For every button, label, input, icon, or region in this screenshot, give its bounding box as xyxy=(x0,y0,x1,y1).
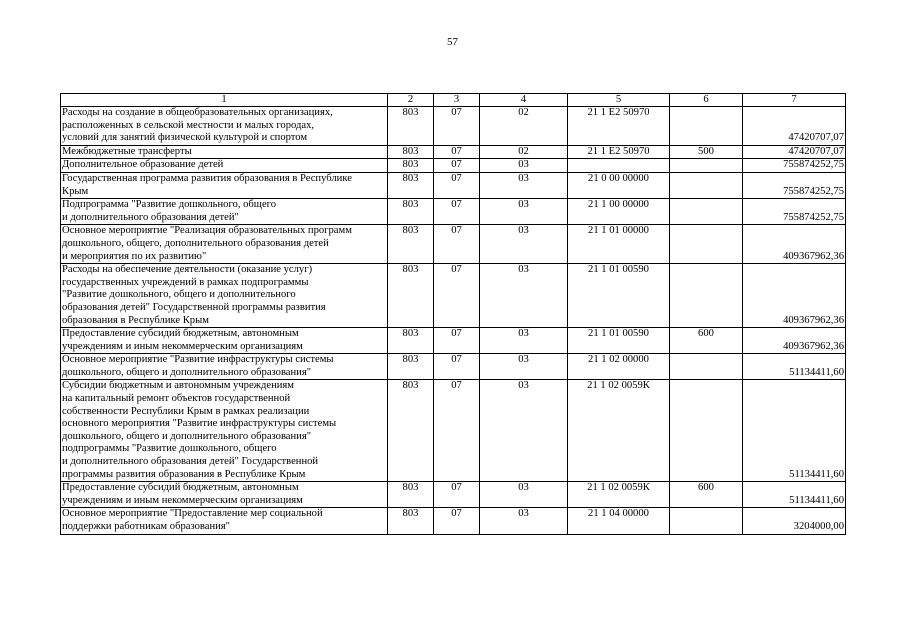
budget-table xyxy=(60,93,846,535)
code-target: 21 1 04 00000 xyxy=(568,508,670,534)
code-subsection: 03 xyxy=(480,328,568,354)
row-name-line: и дополнительного образования детей" Государственной xyxy=(62,456,319,468)
code-expense-type: 600 xyxy=(670,482,743,508)
code-subsection: 03 xyxy=(480,172,568,198)
row-name-line: расположенных в сельской местности и малых городах, xyxy=(62,119,315,131)
table-row xyxy=(61,328,846,354)
code-section: 07 xyxy=(434,225,480,264)
row-name-line: на капитальный ремонт объектов государственной xyxy=(62,393,291,405)
row-name-line: Основное мероприятие "Реализация образовательных программ xyxy=(62,225,352,237)
table-row xyxy=(61,199,846,225)
table-row xyxy=(61,380,846,482)
row-name-line: Крым xyxy=(62,185,89,197)
amount: 755874252,75 xyxy=(743,159,846,173)
code-section: 07 xyxy=(434,264,480,328)
code-target: 21 1 01 00590 xyxy=(568,328,670,354)
table-body xyxy=(61,107,846,535)
code-target xyxy=(568,159,670,173)
amount: 409367962,36 xyxy=(743,328,846,354)
row-name-line: государственных учреждений в рамках подпрограммы xyxy=(62,276,309,288)
code-expense-type xyxy=(670,354,743,380)
code-target: 21 0 00 00000 xyxy=(568,172,670,198)
code-target: 21 1 01 00590 xyxy=(568,264,670,328)
page-number: 57 xyxy=(447,36,458,48)
code-expense-type xyxy=(670,508,743,534)
row-name-line: Межбюджетные трансферты xyxy=(62,145,192,157)
code-admin: 803 xyxy=(388,145,434,159)
row-name xyxy=(61,199,388,225)
header-cell: 4 xyxy=(480,94,568,107)
code-admin: 803 xyxy=(388,199,434,225)
code-target: 21 1 00 00000 xyxy=(568,199,670,225)
row-name-line: поддержки работникам образования" xyxy=(62,521,230,532)
code-admin: 803 xyxy=(388,264,434,328)
code-expense-type: 600 xyxy=(670,328,743,354)
code-section: 07 xyxy=(434,107,480,146)
header-cell: 6 xyxy=(670,94,743,107)
code-subsection: 03 xyxy=(480,225,568,264)
row-name-line: Предоставление субсидий бюджетным, автономным xyxy=(62,328,299,340)
table-row xyxy=(61,159,846,173)
table-row xyxy=(61,264,846,328)
code-admin: 803 xyxy=(388,508,434,534)
row-name xyxy=(61,145,388,159)
row-name-line: и дополнительного образования детей" xyxy=(62,211,239,223)
code-admin: 803 xyxy=(388,172,434,198)
row-name-line: Расходы на создание в общеобразовательных организациях, xyxy=(62,107,333,118)
amount: 755874252,75 xyxy=(743,199,846,225)
code-expense-type: 500 xyxy=(670,145,743,159)
code-section: 07 xyxy=(434,380,480,482)
code-section: 07 xyxy=(434,172,480,198)
code-target: 21 1 02 0059К xyxy=(568,380,670,482)
code-admin: 803 xyxy=(388,354,434,380)
code-expense-type xyxy=(670,380,743,482)
code-section: 07 xyxy=(434,354,480,380)
row-name-line: Основное мероприятие "Развитие инфраструктуры системы xyxy=(62,354,334,366)
code-subsection: 03 xyxy=(480,380,568,482)
code-subsection: 03 xyxy=(480,482,568,508)
code-admin: 803 xyxy=(388,328,434,354)
row-name-line: условий для занятий физической культурой и спортом xyxy=(62,132,308,144)
header-cell: 2 xyxy=(388,94,434,107)
row-name-line: Государственная программа развития образования в Республике xyxy=(62,172,352,184)
code-expense-type xyxy=(670,107,743,146)
amount: 3204000,00 xyxy=(743,508,846,534)
code-section: 07 xyxy=(434,199,480,225)
table-row xyxy=(61,354,846,380)
table-row xyxy=(61,107,846,146)
header-cell: 3 xyxy=(434,94,480,107)
table-row xyxy=(61,225,846,264)
amount: 47420707,07 xyxy=(743,145,846,159)
code-section: 07 xyxy=(434,145,480,159)
code-expense-type xyxy=(670,199,743,225)
amount: 409367962,36 xyxy=(743,264,846,328)
code-subsection: 03 xyxy=(480,199,568,225)
code-expense-type xyxy=(670,172,743,198)
header-cell: 1 xyxy=(61,94,388,107)
row-name xyxy=(61,354,388,380)
amount: 755874252,75 xyxy=(743,172,846,198)
row-name-line: основного мероприятия "Развитие инфраструктуры системы xyxy=(62,418,337,430)
code-expense-type xyxy=(670,264,743,328)
row-name-line: подпрограммы "Развитие дошкольного, общего xyxy=(62,443,277,455)
code-subsection: 03 xyxy=(480,159,568,173)
amount: 51134411,60 xyxy=(743,482,846,508)
row-name xyxy=(61,328,388,354)
code-section: 07 xyxy=(434,159,480,173)
code-admin: 803 xyxy=(388,159,434,173)
code-subsection: 03 xyxy=(480,264,568,328)
code-expense-type xyxy=(670,159,743,173)
code-target: 21 1 02 00000 xyxy=(568,354,670,380)
row-name-line: Основное мероприятие "Предоставление мер социальной xyxy=(62,508,323,520)
row-name xyxy=(61,172,388,198)
header-cell: 7 xyxy=(743,94,846,107)
row-name xyxy=(61,482,388,508)
code-section: 07 xyxy=(434,482,480,508)
code-target: 21 1 E2 50970 xyxy=(568,145,670,159)
amount: 51134411,60 xyxy=(743,354,846,380)
code-expense-type xyxy=(670,225,743,264)
row-name-line: Предоставление субсидий бюджетным, автономным xyxy=(62,482,299,494)
row-name-line: образования детей" Государственной программы развития xyxy=(62,301,326,313)
table-row xyxy=(61,482,846,508)
row-name-line: учреждениям и иным некоммерческим организациям xyxy=(62,340,303,352)
row-name xyxy=(61,508,388,534)
row-name xyxy=(61,264,388,328)
row-name-line: дошкольного, общего, дополнительного образования детей xyxy=(62,237,329,249)
code-admin: 803 xyxy=(388,107,434,146)
table-row xyxy=(61,172,846,198)
amount: 51134411,60 xyxy=(743,380,846,482)
code-admin: 803 xyxy=(388,225,434,264)
code-target: 21 1 E2 50970 xyxy=(568,107,670,146)
header-cell: 5 xyxy=(568,94,670,107)
code-admin: 803 xyxy=(388,380,434,482)
code-section: 07 xyxy=(434,328,480,354)
code-admin: 803 xyxy=(388,482,434,508)
row-name-line: образования в Республике Крым xyxy=(62,314,209,326)
code-subsection: 03 xyxy=(480,354,568,380)
row-name-line: и мероприятия по их развитию" xyxy=(62,250,207,262)
code-subsection: 02 xyxy=(480,107,568,146)
table-row xyxy=(61,508,846,534)
amount: 47420707,07 xyxy=(743,107,846,146)
row-name xyxy=(61,225,388,264)
row-name-line: Дополнительное образование детей xyxy=(62,159,224,171)
row-name-line: Подпрограмма "Развитие дошкольного, общего xyxy=(62,199,277,211)
row-name-line: собственности Республики Крым в рамках реализации xyxy=(62,405,310,417)
code-target: 21 1 01 00000 xyxy=(568,225,670,264)
row-name xyxy=(61,159,388,173)
row-name-line: Субсидии бюджетным и автономным учреждениям xyxy=(62,380,295,392)
row-name-line: дошкольного, общего и дополнительного образования" xyxy=(62,366,312,378)
row-name-line: программы развития образования в Республике Крым xyxy=(62,468,306,480)
amount: 409367962,36 xyxy=(743,225,846,264)
row-name-line: "Развитие дошкольного, общего и дополнительного xyxy=(62,289,296,301)
code-subsection: 03 xyxy=(480,508,568,534)
code-target: 21 1 02 0059К xyxy=(568,482,670,508)
header-row xyxy=(61,94,846,107)
row-name-line: дошкольного, общего и дополнительного образования" xyxy=(62,430,312,442)
row-name-line: учреждениям и иным некоммерческим организациям xyxy=(62,494,303,506)
row-name xyxy=(61,107,388,146)
code-subsection: 02 xyxy=(480,145,568,159)
code-section: 07 xyxy=(434,508,480,534)
row-name xyxy=(61,380,388,482)
table-row xyxy=(61,145,846,159)
row-name-line: Расходы на обеспечение деятельности (оказание услуг) xyxy=(62,264,313,276)
